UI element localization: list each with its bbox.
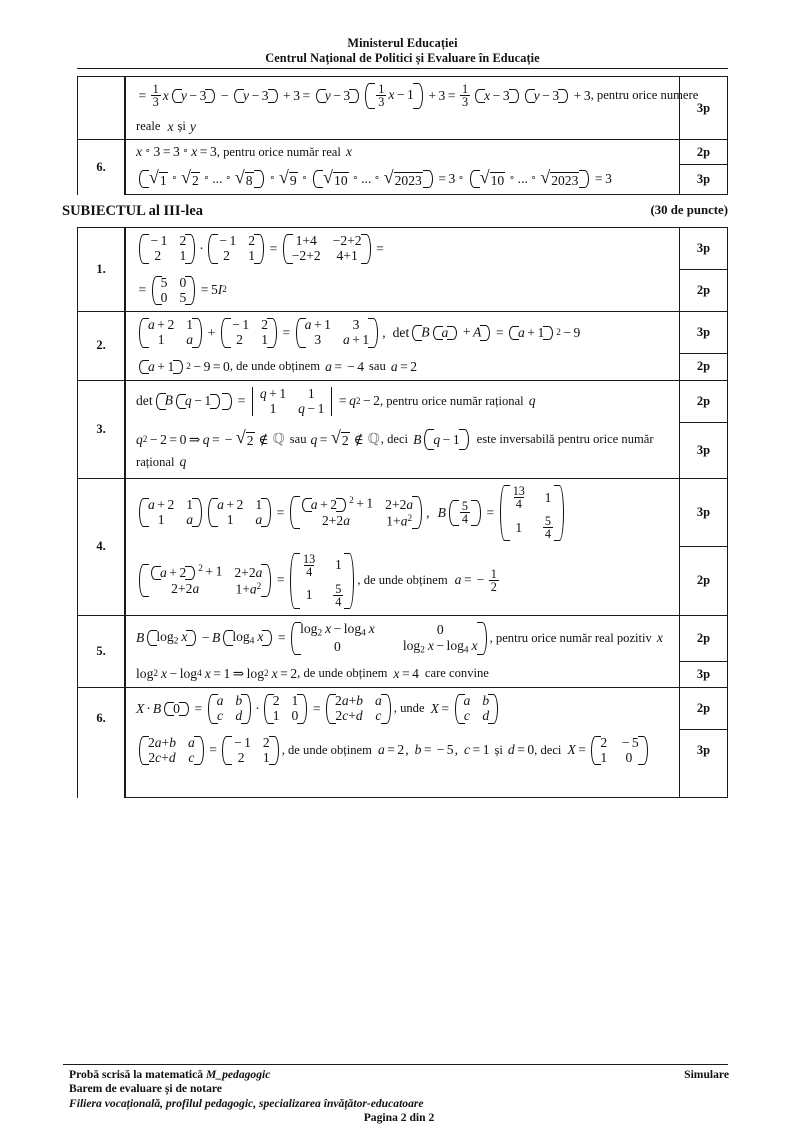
header-line-2: Centrul Național de Politici și Evaluare în Educație: [265, 51, 540, 65]
points-value: 3p: [696, 172, 711, 187]
phrase-este-inversabila: este inversabilă pentru orice număr: [476, 431, 654, 446]
row-content-cell: det B q − 1 = q + 1 1 1 q − 1 = q 2 − 2 , pentru orice număr rațional q: [125, 380, 680, 422]
table-row-cont: [78, 354, 728, 381]
row-content-cell: = $\frac{1}{3}$ x y − 3 − y − 3 + 3 = y − 3 $\frac{1}{3}$ x − 1 + 3 = $\frac{1}{3}$ x − 3 y − 3 + 3 , pentru orice numere: [125, 77, 680, 115]
points-cell: [680, 312, 728, 354]
solutions-table: [77, 227, 728, 798]
phrase-unde: , unde: [393, 701, 425, 716]
table-row-cont: [78, 730, 728, 772]
row-number-cell: [78, 140, 126, 195]
row-content-cell: reale x și y: [125, 115, 680, 140]
points-value: 3p: [696, 241, 711, 256]
table-row-cont: [78, 164, 728, 194]
points-cell: [680, 380, 728, 422]
row-content-cell: a + 2 $^2$ + 1 2+2a 2+2a $1+a^2$ = $\frac{13}{4}$ 1 1 $\frac{5}{4}$ , de unde obținem a = − $\frac{1}{2}$: [125, 547, 680, 615]
table-row: [78, 140, 728, 165]
table-row: [78, 478, 728, 546]
points-cell: [680, 771, 728, 798]
points-cell: [680, 228, 728, 270]
points-cell: [680, 164, 728, 194]
continuation-table: [77, 76, 728, 195]
points-cell: [680, 730, 728, 772]
header-line-1: Ministerul Educației: [347, 36, 458, 50]
footer-page-number: Pagina 2 din 2: [363, 1111, 435, 1125]
subject-title: SUBIECTUL al III-lea: [62, 203, 204, 219]
table-row-cont: [78, 547, 728, 615]
phrase-si: și: [494, 742, 503, 757]
phrase-de-unde-obtinem: , de unde obținem: [297, 666, 388, 681]
subject-points: (30 de puncte): [650, 203, 728, 217]
phrase-reale: reale: [136, 119, 161, 134]
footer-line-3: Filiera vocațională, profilul pedagogic, specializarea învățător-educatoare: [69, 1096, 424, 1110]
points-value: 2p: [696, 283, 711, 298]
points-value: 2p: [696, 701, 711, 716]
row-number: 6.: [96, 159, 106, 174]
points-cell: [680, 140, 728, 165]
points-cell: [680, 547, 728, 615]
row-content-cell: √ 1 ∘ √ 2 ∘ ... ∘ √ 8 ∘ √ 9 ∘ √ 10 ∘ ... ∘ √ 2023 = 3 ∘ √ 10 ∘ ... ∘ √ 2023 = 3: [125, 164, 680, 194]
row-content-cell: B $\log_2 x$ − B $\log_4 x$ = $\log_2 x - \log_4 x$ 0 0 $\log_2 x - \log_4 x$ , pentru orice număr real pozitiv x: [125, 615, 680, 661]
header-rule: [77, 68, 728, 69]
table-row-cont: [78, 661, 728, 688]
phrase-care-convine: care convine: [424, 666, 489, 681]
row-number: 1.: [96, 262, 106, 277]
table-row: [78, 312, 728, 354]
phrase-sau: sau: [369, 359, 386, 374]
row-content-cell: a + 2 1 1 a a + 2 1 1 a = a + 2 $^2$ + 1 2+2a 2+2a $1+a^2$ , B $\frac{5}{4}$ = $\frac{13}{4}$ 1 1 $\frac{5}{4}$: [125, 478, 680, 546]
subject-heading: [62, 203, 728, 220]
points-value: 3p: [696, 100, 711, 115]
points-cell: [680, 354, 728, 381]
row-number: 2.: [96, 338, 106, 353]
table-row-spacer: [78, 771, 728, 798]
table-row-cont: [78, 270, 728, 312]
row-content-cell: [125, 771, 680, 798]
phrase-deci: , deci: [534, 742, 562, 757]
footer-exam-label: Probă scrisă la matematică: [69, 1068, 204, 1081]
page-header: [77, 36, 728, 66]
phrase-pentru-orice-numar-real: , pentru orice număr real: [216, 144, 341, 159]
row-content-cell: a + 1 2 − 9 = 0 , de unde obținem a = − 4 sau a = 2: [125, 354, 680, 381]
points-cell: [680, 478, 728, 546]
footer-session: Simulare: [684, 1068, 729, 1081]
row-number: 5.: [96, 643, 106, 658]
row-content-cell: = 5 0 0 5 = 5 I 2: [125, 270, 680, 312]
footer-exam-code: M_pedagogic: [205, 1068, 271, 1081]
points-value: 3p: [696, 743, 711, 758]
points-cell: [680, 77, 728, 140]
points-cell: [680, 661, 728, 688]
points-value: 2p: [696, 573, 711, 588]
points-cell: [680, 688, 728, 730]
row-number-cell: [78, 615, 126, 688]
points-value: 2p: [696, 359, 711, 374]
row-content-cell: a + 2 1 1 a + − 1 2 2 1 = a + 1 3 3 a + 1 , det B a + A = a + 1 2 − 9: [125, 312, 680, 354]
row-number: 4.: [96, 539, 106, 554]
points-value: 2p: [696, 144, 711, 159]
phrase-pentru-orice-numere: , pentru orice numere: [590, 88, 699, 103]
points-cell: [680, 422, 728, 478]
row-number-cell: [78, 688, 126, 798]
row-number-cell: [78, 77, 126, 140]
row-content-cell: x ∘ 3 = 3 ∘ x = 3 , pentru orice număr real x: [125, 140, 680, 165]
row-number-cell: [78, 312, 126, 381]
row-number: 3.: [96, 421, 106, 436]
points-value: 3p: [696, 504, 711, 519]
points-value: 2p: [696, 393, 711, 408]
phrase-rational: rațional: [136, 454, 175, 469]
table-row-cont: [78, 422, 728, 478]
page-footer: [69, 1068, 729, 1126]
phrase-de-unde-obtinem: , de unde obținem: [229, 359, 321, 374]
row-content-cell: − 1 2 2 1 · − 1 2 2 1 = 1+4 −2+2 −2+2 4+1 =: [125, 228, 680, 270]
phrase-pentru-orice-numar-real-pozitiv: , pentru orice număr real pozitiv: [489, 630, 652, 645]
table-row: [78, 228, 728, 270]
points-value: 2p: [696, 630, 711, 645]
row-content-cell: X · B 0 = a b c d · 2 1 1 0 = 2a+b a 2c+d c , unde X = a b c d: [125, 688, 680, 730]
row-content-cell: 2a+b a 2c+d c = − 1 2 2 1 , de unde obținem a = 2 , b = − 5 , c = 1 și d = 0 , deci X = 2 − 5 1 0: [125, 730, 680, 772]
row-number-cell: [78, 478, 126, 615]
table-row: [78, 615, 728, 661]
row-number-cell: [78, 228, 126, 312]
row-number-cell: [78, 380, 126, 478]
points-value: 3p: [696, 325, 711, 340]
footer-rule: [63, 1064, 728, 1065]
points-value: 3p: [696, 442, 711, 457]
phrase-de-unde-obtinem: , de unde obținem: [357, 572, 448, 587]
phrase-de-unde-obtinem: , de unde obținem: [281, 742, 372, 757]
table-row: [78, 380, 728, 422]
points-value: 3p: [696, 666, 711, 681]
points-cell: [680, 270, 728, 312]
row-content-cell: q 2 − 2 = 0 ⇒ q = − √ 2 ∉ ℚ sau q = √ 2 ∉ ℚ , deci B q − 1 este inversabilă pentru orice număr rațional q: [125, 422, 680, 478]
phrase-pentru-orice-numar-rational: , pentru orice număr rațional: [379, 394, 524, 409]
footer-line-2: Barem de evaluare și de notare: [69, 1082, 222, 1096]
table-row-cont: [78, 115, 728, 140]
table-row: [78, 77, 728, 115]
row-number: 6.: [96, 711, 106, 726]
row-content-cell: log 2 x − log 4 x = 1 ⇒ log 2 x = 2 , de unde obținem x = 4 care convine: [125, 661, 680, 688]
table-row: [78, 688, 728, 730]
phrase-deci: , deci: [380, 431, 409, 446]
points-cell: [680, 615, 728, 661]
